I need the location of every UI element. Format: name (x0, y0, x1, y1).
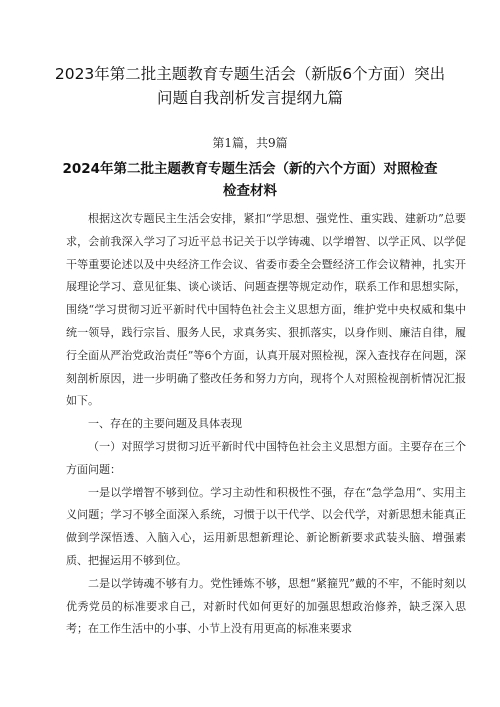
article-title: 2024年第二批主题教育专题生活会（新的六个方面）对照检查检查材料 (62, 161, 438, 199)
article-counter: 第1篇，共9篇 (212, 136, 288, 150)
section-heading-problems: 一、存在的主要问题及具体表现 (88, 417, 242, 431)
body-paragraph-intro: 根据这次专题民主生活会安排，紧扣“学思想、强党性、重实践、建新功”总要求，会前我深入学习了习近平总书记关于以学铸魂、以学增智、以学正风、以学促干等重要论述以及中央经济工作会议、省委市委全会暨经济工作会议精神，扎实开展理论学习、意见征集、谈心谈话、问题查摆等规定动作，联系工作和思想实际，围绕“学习贯彻习近平新时代中国特色社会主义思想方面，维护党中央权威和集中统一领导，践行宗旨、服务人民，求真务实、狠抓落实，以身作则、廉洁自律，履行全面从严治党政治责任”等6个方面，认真开展对照检视，深入查找存在问题，深刻剖析原因，进一步明确了整改任务和努力方向，现将个人对照检视剖析情况汇报如下。 (66, 212, 466, 408)
article-body (66, 208, 466, 641)
document-main-title: 2023年第二批主题教育专题生活会（新版6个方面）突出问题自我剖析发言提纲九篇 (54, 65, 446, 107)
body-paragraph-point-1: 一是以学增智不够到位。学习主动性和积极性不强，存在“急学急用“、实用主义问题；学习不够全面深入系统，习惯于以干代学、以会代学，对新思想未能真正做到学深悟透、入脑入心，运用新思想新理论、新论断新要求武装头脑、增强素质、把握运用不够到位。 (66, 485, 466, 567)
body-paragraph-point-2: 二是以学铸魂不够有力。党性锤炼不够，思想“紧箍咒”戴的不牢，不能时刻以优秀党员的标准要求自己，对新时代如何更好的加强思想政治修养，缺乏深入思考；在工作生活中的小事、小节上没有用更高的标准来要求 (66, 576, 466, 636)
subsection-heading-1: （一）对照学习贯彻习近平新时代中国特色社会主义思想方面。主要存在三个方面问题： (66, 439, 466, 476)
